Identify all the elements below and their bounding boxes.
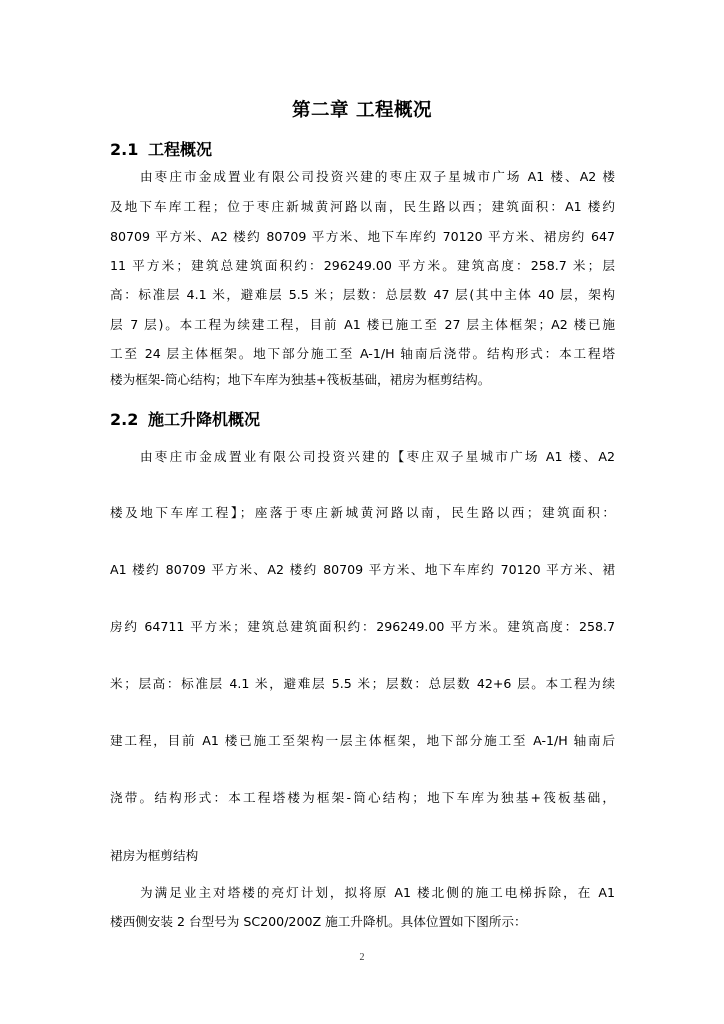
paragraph-line: 楼及地下车库工程】；座落于枣庄新城黄河路以南，民生路以西；建筑面积：	[110, 505, 615, 520]
paragraph-line: 11 平方米；建筑总建筑面积约：296249.00 平方米。建筑高度：258.7 米；层	[110, 258, 615, 273]
section-heading-2-1	[110, 137, 212, 160]
paragraph-line: 为满足业主对塔楼的亮灯计划，拟将原 A1 楼北侧的施工电梯拆除，在 A1	[140, 885, 615, 900]
paragraph-line: 裙房为框剪结构	[110, 848, 199, 863]
paragraph-line: 楼为框架-筒心结构；地下车库为独基+筏板基础，裙房为框剪结构。	[110, 372, 491, 387]
paragraph-line: 及地下车库工程；位于枣庄新城黄河路以南，民生路以西；建筑面积：A1 楼约	[110, 199, 615, 214]
paragraph-line: 浇带。结构形式：本工程塔楼为框架-筒心结构；地下车库为独基+筏板基础，	[110, 790, 615, 805]
section-heading-2-2	[110, 407, 260, 430]
paragraph-line: 米；层高：标准层 4.1 米，避难层 5.5 米；层数：总层数 42+6 层。本工程为续	[110, 676, 615, 691]
section-number: 2.1	[110, 140, 139, 159]
paragraph-line: A1 楼约 80709 平方米、A2 楼约 80709 平方米、地下车库约 70120 平方米、裙	[110, 562, 615, 577]
paragraph-line: 工至 24 层主体框架。地下部分施工至 A-1/H 轴南后浇带。结构形式：本工程塔	[110, 346, 615, 361]
section-number: 2.2	[110, 410, 139, 429]
paragraph-line: 层 7 层)。本工程为续建工程，目前 A1 楼已施工至 27 层主体框架；A2 楼已施	[110, 317, 615, 332]
paragraph-line: 建工程，目前 A1 楼已施工至架构一层主体框架，地下部分施工至 A-1/H 轴南后	[110, 733, 615, 748]
paragraph-line: 楼西侧安装 2 台型号为 SC200/200Z 施工升降机。具体位置如下图所示：	[110, 914, 527, 929]
chapter-title: 第二章 工程概况	[292, 100, 432, 121]
paragraph-line: 房约 64711 平方米；建筑总建筑面积约：296249.00 平方米。建筑高度：258.7	[110, 619, 615, 634]
paragraph-line: 80709 平方米、A2 楼约 80709 平方米、地下车库约 70120 平方米、裙房约 647	[110, 229, 615, 244]
paragraph-line: 高：标准层 4.1 米，避难层 5.5 米；层数：总层数 47 层(其中主体 40 层，架构	[110, 287, 615, 302]
section-title: 工程概况	[148, 140, 213, 159]
page-number: 2	[359, 952, 365, 963]
paragraph-line: 由枣庄市金成置业有限公司投资兴建的【枣庄双子星城市广场 A1 楼、A2	[140, 449, 615, 464]
section-title: 施工升降机概况	[148, 410, 261, 429]
paragraph-line: 由枣庄市金成置业有限公司投资兴建的枣庄双子星城市广场 A1 楼、A2 楼	[140, 169, 615, 184]
